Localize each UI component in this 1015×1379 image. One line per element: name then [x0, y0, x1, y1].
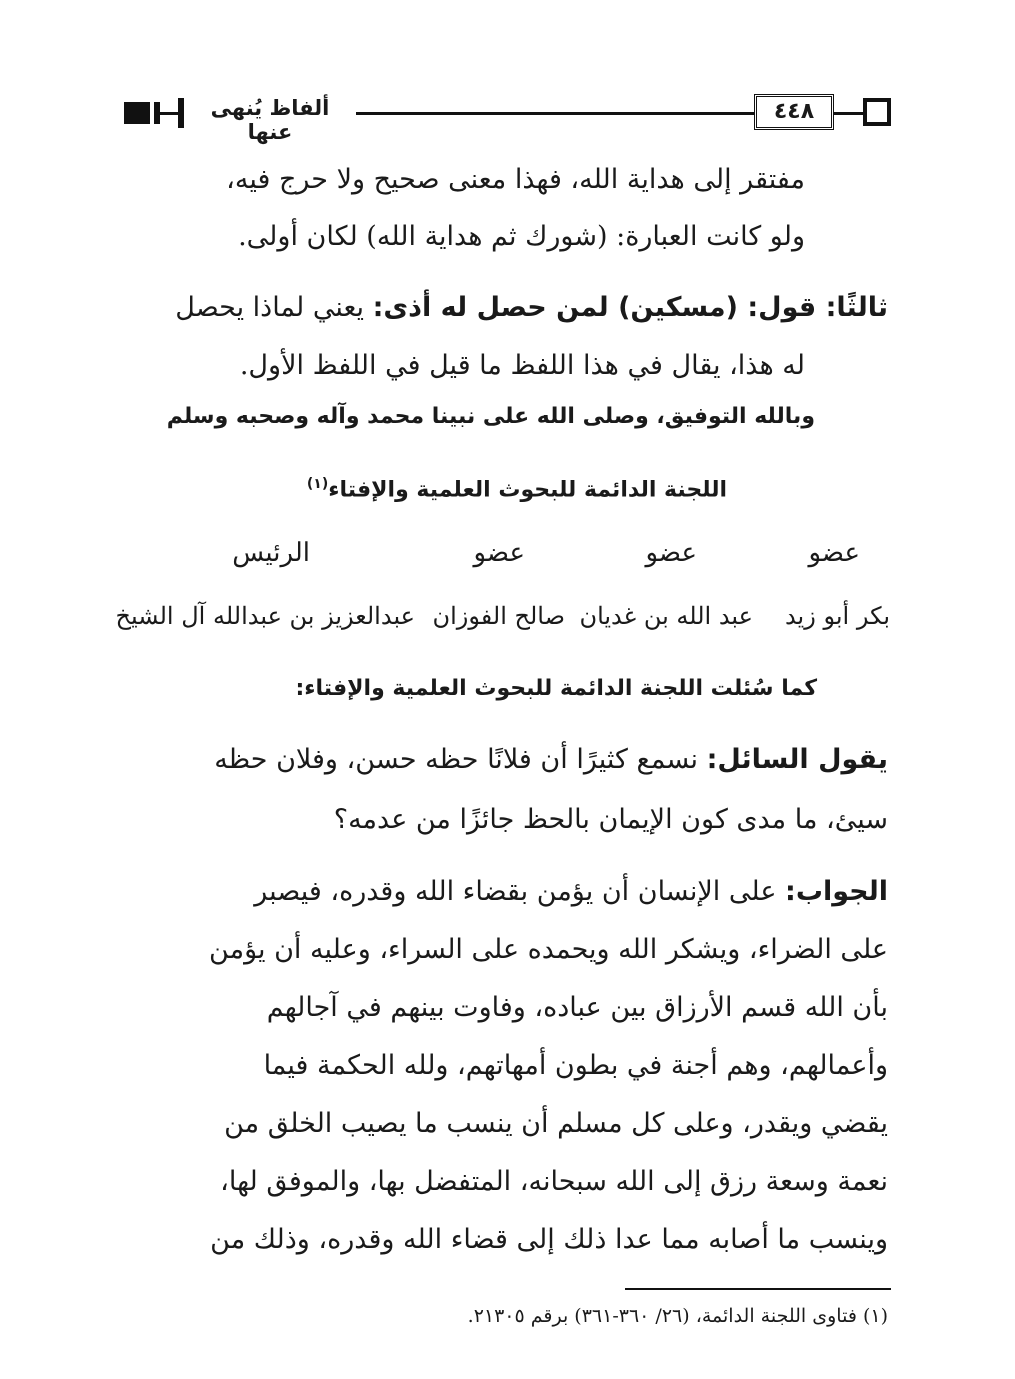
- text-line: على الضراء، ويشكر الله ويحمده على السراء، وعليه أن يؤمن: [209, 934, 888, 965]
- answer-lead: الجواب:: [785, 876, 888, 907]
- text-line: بأن الله قسم الأرزاق بين عباده، وفاوت بينهم في آجالهم: [266, 992, 888, 1023]
- text-line: سيئ، ما مدى كون الإيمان بالحظ جائزًا من عدمه؟: [333, 804, 888, 835]
- text-line: وينسب ما أصابه مما عدا ذلك إلى قضاء الله وقدره، وذلك من: [210, 1224, 888, 1255]
- text-line: وأعمالهم، وهم أجنة في بطون أمهاتهم، ولله الحكمة فيما: [263, 1050, 888, 1081]
- header-right-rule: [834, 112, 866, 115]
- signature-roles: [0, 538, 1015, 578]
- page-header: [118, 88, 898, 144]
- committee-text: اللجنة الدائمة للبحوث العلمية والإفتاء: [328, 477, 727, 503]
- footnote: (١) فتاوى اللجنة الدائمة، (٢٦/ ٣٦٠-٣٦١) برقم ٢١٣٠٥.: [467, 1305, 888, 1327]
- section-lead: ثالثًا: قول: (مسكين) لمن حصل له أذى:: [372, 292, 888, 323]
- member-name: بكر أبو زيد: [784, 602, 890, 630]
- text-line: [254, 862, 888, 922]
- role-label: عضو: [473, 538, 525, 568]
- header-left-block: [124, 102, 150, 124]
- text-line: مفتقر إلى هداية الله، فهذا معنى صحيح ولا حرج فيه،: [226, 164, 805, 195]
- header-corner-box: [863, 98, 891, 126]
- member-name: عبدالعزيز بن عبدالله آل الشيخ: [115, 602, 415, 630]
- footnote-marker: (١): [306, 476, 329, 492]
- text-line: نعمة وسعة رزق إلى الله سبحانه، المتفضل بها، والموفق لها،: [220, 1166, 888, 1197]
- header-middle-rule: [338, 112, 758, 115]
- text-run: نسمع كثيرًا أن فلانًا حظه حسن، وفلان حظه: [214, 744, 707, 775]
- text-line: [214, 730, 888, 790]
- committee-name: [307, 476, 727, 502]
- page-number: ٤٤٨: [754, 94, 834, 130]
- question-intro: كما سُئلت اللجنة الدائمة للبحوث العلمية والإفتاء:: [295, 676, 817, 701]
- closing-line: وبالله التوفيق، وصلى الله على نبينا محمد وآله وصحبه وسلم: [166, 404, 815, 429]
- header-left-rule: [160, 112, 180, 115]
- text-run: يعني لماذا يحصل: [175, 292, 373, 323]
- question-lead: يقول السائل:: [706, 744, 888, 775]
- text-line: [175, 278, 888, 338]
- member-name: صالح الفوزان: [432, 602, 565, 630]
- text-run: على الإنسان أن يؤمن بقضاء الله وقدره، فيصبر: [254, 876, 786, 907]
- text-line: له هذا، يقال في هذا اللفظ ما قيل في اللفظ الأول.: [239, 350, 805, 381]
- role-label: الرئيس: [232, 538, 310, 568]
- role-label: عضو: [645, 538, 697, 568]
- text-line: يقضي ويقدر، وعلى كل مسلم أن ينسب ما يصيب الخلق من: [224, 1108, 888, 1139]
- signature-names: [0, 602, 1015, 642]
- footnote-rule: [625, 1288, 891, 1290]
- member-name: عبد الله بن غديان: [579, 602, 753, 630]
- role-label: عضو: [808, 538, 860, 568]
- running-title: ألفاظ يُنهى عنها: [184, 96, 356, 144]
- text-line: ولو كانت العبارة: (شورك ثم هداية الله) لكان أولى.: [238, 221, 805, 252]
